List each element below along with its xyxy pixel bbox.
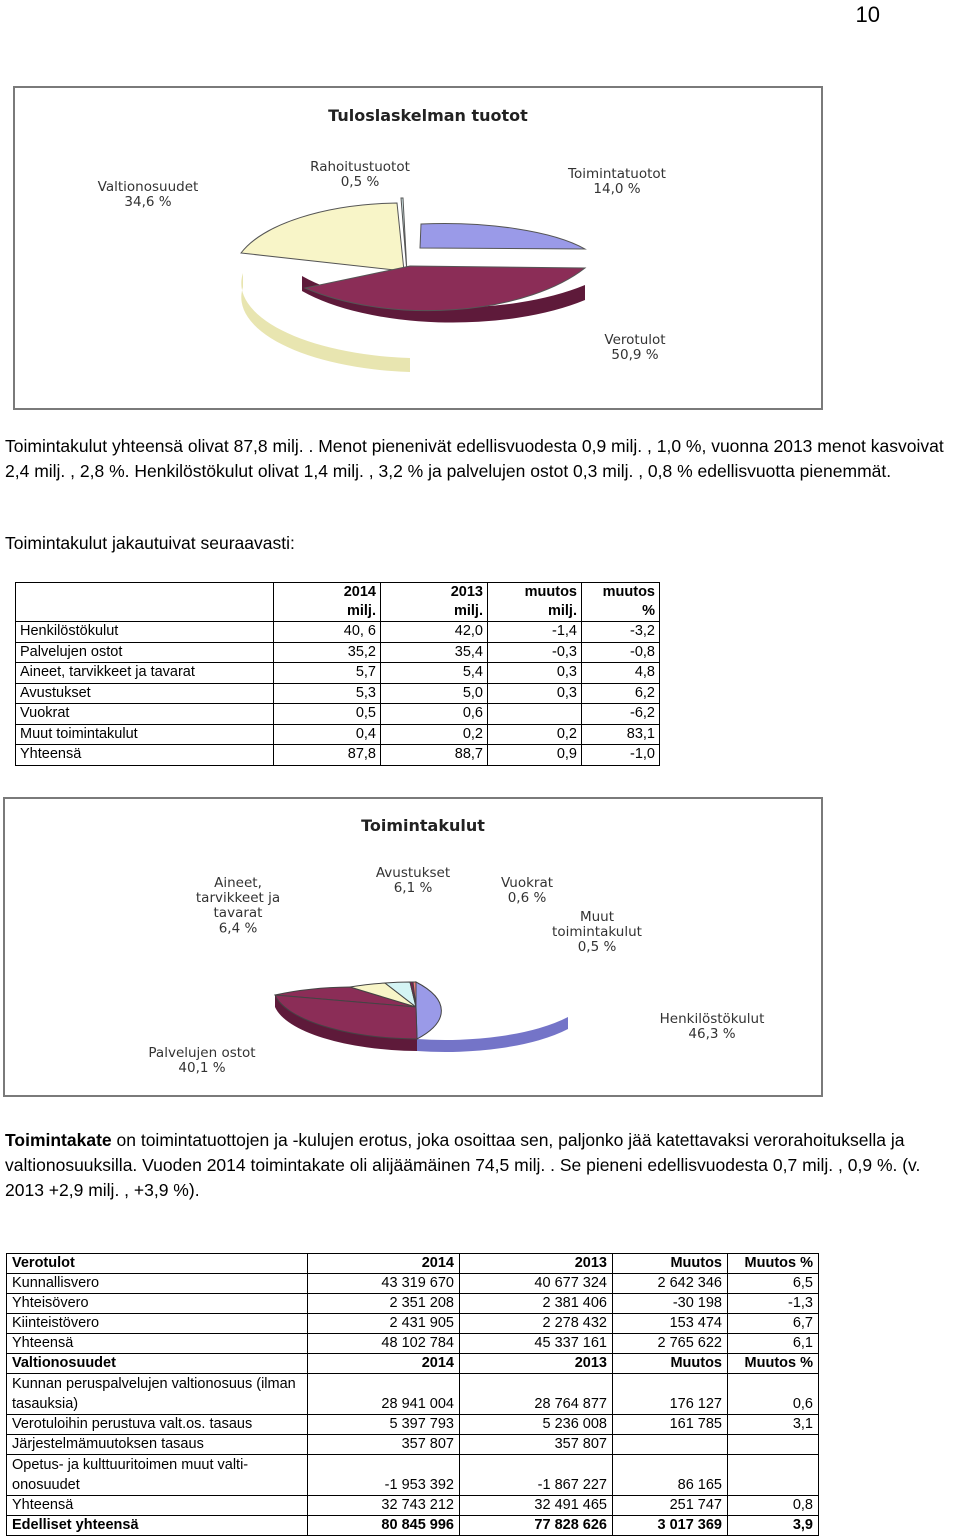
table-cell: 0,9 [488, 745, 582, 766]
page-number: 10 [855, 2, 880, 27]
table-cell: -0,8 [582, 642, 660, 663]
table-cell: -1,4 [488, 622, 582, 643]
table-cell: 0,6 [728, 1374, 819, 1415]
table-cell: 3,1 [728, 1415, 819, 1435]
table-cell: 42,0 [381, 622, 488, 643]
table-row [7, 1334, 819, 1354]
row-label: Palvelujen ostot [16, 642, 274, 663]
costs-label-palvelujen [148, 1045, 255, 1076]
income-slice-valtionosuudet [241, 203, 404, 271]
chart-label-line: 6,4 % [218, 920, 258, 937]
table-cell: 2013 [460, 1354, 613, 1374]
table-cell: 2 431 905 [308, 1314, 460, 1334]
costs-pie-chart [3, 797, 823, 1097]
table-cell [728, 1455, 819, 1496]
table-cell [488, 704, 582, 725]
table-cell: Muutos [613, 1354, 728, 1374]
table-cell: Muutos % [728, 1354, 819, 1374]
table-cell: 87,8 [274, 745, 381, 766]
row-label: Valtionosuudet [7, 1354, 308, 1374]
table-cell: 4,8 [582, 663, 660, 684]
table-row [16, 622, 660, 643]
table-cell: 45 337 161 [460, 1334, 613, 1354]
table-cell: 32 743 212 [308, 1496, 460, 1516]
table-cell: 32 491 465 [460, 1496, 613, 1516]
chart-label-line: 40,1 % [178, 1060, 226, 1077]
table-cell: 251 747 [613, 1496, 728, 1516]
chart-label-line: 14,0 % [593, 181, 641, 198]
table-cell: 6,7 [728, 1314, 819, 1334]
row-label: Kiinteistövero [7, 1314, 308, 1334]
row-label: Edelliset yhteensä [7, 1516, 308, 1536]
chart-label-line: Avustukset [375, 865, 451, 881]
table-cell: 83,1 [582, 724, 660, 745]
row-label: Yhteensä [16, 745, 274, 766]
table-cell: 0,5 [274, 704, 381, 725]
table-cell: 2 381 406 [460, 1294, 613, 1314]
table-cell: 5,4 [381, 663, 488, 684]
table-cell: 2013 [460, 1254, 613, 1274]
income-label-rahoitustuotot [310, 159, 410, 190]
row-label: Yhteensä [7, 1496, 308, 1516]
table-cell [728, 1435, 819, 1455]
table-cell: 0,2 [488, 724, 582, 745]
chart-label-line: toimintakulut [552, 924, 642, 941]
table-cell: 5 236 008 [460, 1415, 613, 1435]
row-label: Yhteisövero [7, 1294, 308, 1314]
row-label: Aineet, tarvikkeet ja tavarat [16, 663, 274, 684]
table-cell: 0,8 [728, 1496, 819, 1516]
table-cell: 0,3 [488, 663, 582, 684]
table-cell: 86 165 [613, 1455, 728, 1496]
table-cell: 35,4 [381, 642, 488, 663]
income-slice-toimintatuotot [420, 224, 585, 249]
table-cell: 80 845 996 [308, 1516, 460, 1536]
table-cell: 48 102 784 [308, 1334, 460, 1354]
table-cell: Muutos [613, 1254, 728, 1274]
income-pie-chart [13, 86, 823, 410]
income-label-verotulot [604, 332, 665, 363]
paragraph-operating-margin [5, 1128, 955, 1203]
costs-label-avustukset [376, 865, 450, 896]
chart-label-line: 0,6 % [507, 890, 547, 907]
table-cell: 40 677 324 [460, 1274, 613, 1294]
table-row [7, 1314, 819, 1334]
row-label: Kunnan peruspalvelujen valtionosuus (ilman tasauksia) [7, 1374, 308, 1415]
table-cell: 43 319 670 [308, 1274, 460, 1294]
table-cell: 5,7 [274, 663, 381, 684]
costs-label-muut [552, 909, 642, 955]
section-header-row [7, 1354, 819, 1374]
costs-slice-henkilosto [416, 982, 441, 1039]
table-cell: 357 807 [460, 1435, 613, 1455]
table-row [7, 1274, 819, 1294]
table-cell: 5 397 793 [308, 1415, 460, 1435]
income-label-toimintatuotot [567, 166, 666, 197]
row-label: Kunnallisvero [7, 1274, 308, 1294]
row-label: Muut toimintakulut [16, 724, 274, 745]
table-cell: 5,3 [274, 683, 381, 704]
row-label: Verotuloihin perustuva valt.os. tasaus [7, 1415, 308, 1435]
operating-costs-table [15, 582, 660, 766]
table-row [7, 1294, 819, 1314]
chart-label-line: Rahoitustuotot [310, 159, 410, 175]
chart-label-line: 6,1 % [393, 880, 433, 897]
table-cell: 0,2 [381, 724, 488, 745]
table-row [7, 1435, 819, 1455]
table-cell: 2014 [308, 1354, 460, 1374]
table-cell: 6,5 [728, 1274, 819, 1294]
chart-label-line: Verotulot [604, 332, 666, 348]
chart-label-line: Muut [579, 909, 615, 925]
row-label: Avustukset [16, 683, 274, 704]
chart-label-line: 0,5 % [340, 174, 380, 191]
table-cell: 2 351 208 [308, 1294, 460, 1314]
chart-label-line: Vuokrat [500, 875, 554, 891]
chart-label-line: Aineet, [214, 875, 262, 891]
paragraph-cost-breakdown-intro: Toimintakulut jakautuivat seuraavasti: [5, 533, 295, 553]
chart-label-line: tarvikkeet ja [195, 890, 281, 907]
table-cell: 40, 6 [274, 622, 381, 643]
table-cell: 28 764 877 [460, 1374, 613, 1415]
table-cell: 0,4 [274, 724, 381, 745]
row-label: Järjestelmämuutoksen tasaus [7, 1435, 308, 1455]
table-cell: 2014 [308, 1254, 460, 1274]
table-cell: 2 278 432 [460, 1314, 613, 1334]
chart-label-line: 50,9 % [611, 347, 659, 364]
table-row [16, 745, 660, 766]
costs-slice-henkilosto-side [417, 1017, 568, 1052]
table-row [16, 704, 660, 725]
chart-label-line: 34,6 % [124, 194, 172, 211]
table-cell [613, 1435, 728, 1455]
chart-label-line: Valtionosuudet [97, 179, 199, 195]
table-cell: 176 127 [613, 1374, 728, 1415]
table-cell: Muutos % [728, 1254, 819, 1274]
row-label: Yhteensä [7, 1334, 308, 1354]
chart-label-line: 46,3 % [688, 1026, 736, 1043]
table-row [16, 663, 660, 684]
table-row [7, 1496, 819, 1516]
paragraph-operating-costs: Toimintakulut yhteensä olivat 87,8 milj. . Menot pienenivät edellisvuodesta 0,9 milj. , 1,0 %, vuonna 2013 menot kasvoivat 2,4 milj. , 2,8 %. Henkilöstökulut olivat 1,4 milj. , 3,2 % ja palvelujen ostot 0,3 milj. , 0,8 % edellisvuotta pienemmät. [5, 436, 944, 481]
table-cell: 3 017 369 [613, 1516, 728, 1536]
table-row [16, 683, 660, 704]
row-label: Henkilöstökulut [16, 622, 274, 643]
chart-label-line: Henkilöstökulut [659, 1011, 765, 1027]
column-header: muutos % [582, 583, 660, 622]
section-header-row [7, 1254, 819, 1274]
column-header: 2014 milj. [274, 583, 381, 622]
operating-margin-text: on toimintatuottojen ja -kulujen erotus, joka osoittaa sen, paljonko jää katettavaksi verorahoituksella ja valtionosuuksilla. Vuoden 2014 toimintakate oli alijäämäinen 74,5 milj. . Se pieneni edellisvuodesta 0,7 milj. , 0,9 %. (v. 2013 +2,9 milj. , +3,9 %). [5, 1130, 921, 1200]
table-cell: -30 198 [613, 1294, 728, 1314]
table-row [16, 642, 660, 663]
table-row [7, 1374, 819, 1415]
table-cell: -6,2 [582, 704, 660, 725]
costs-label-vuokrat [501, 875, 553, 906]
table-cell: 357 807 [308, 1435, 460, 1455]
chart-label-line: Palvelujen ostot [148, 1045, 256, 1061]
table-cell: 77 828 626 [460, 1516, 613, 1536]
column-header: muutos milj. [488, 583, 582, 622]
table-cell: 0,6 [381, 704, 488, 725]
tax-and-state-aid-table [6, 1253, 819, 1536]
chart-label-line: 0,5 % [577, 939, 617, 956]
table-cell: 6,1 [728, 1334, 819, 1354]
table-cell: -1,3 [728, 1294, 819, 1314]
table-cell: 28 941 004 [308, 1374, 460, 1415]
table-cell: 153 474 [613, 1314, 728, 1334]
costs-chart-title: Toimintakulut [361, 816, 485, 835]
table-cell: 2 765 622 [613, 1334, 728, 1354]
table-cell: -1 867 227 [460, 1455, 613, 1496]
table-cell: 6,2 [582, 683, 660, 704]
income-chart-title: Tuloslaskelman tuotot [328, 106, 528, 125]
table-row [7, 1455, 819, 1496]
row-label: Opetus- ja kulttuuritoimen muut valti-onosuudet [7, 1455, 308, 1496]
row-label: Vuokrat [16, 704, 274, 725]
table-cell: -3,2 [582, 622, 660, 643]
chart-label-line: tavarat [213, 905, 263, 922]
table-cell: 3,9 [728, 1516, 819, 1536]
table-cell: 0,3 [488, 683, 582, 704]
row-label: Verotulot [7, 1254, 308, 1274]
costs-label-henkilosto [660, 1011, 765, 1042]
table-cell: 2 642 346 [613, 1274, 728, 1294]
table-cell: 35,2 [274, 642, 381, 663]
costs-label-aineet [196, 875, 280, 936]
column-header [16, 583, 274, 622]
table-cell: -1 953 392 [308, 1455, 460, 1496]
column-header: 2013 milj. [381, 583, 488, 622]
table-row [16, 724, 660, 745]
income-label-valtionosuudet [98, 179, 199, 210]
table-cell: 88,7 [381, 745, 488, 766]
table-cell: 5,0 [381, 683, 488, 704]
operating-margin-term: Toimintakate [5, 1130, 112, 1150]
chart-label-line: Toimintatuotot [568, 166, 666, 182]
table-header-row [16, 583, 660, 622]
table-cell: -1,0 [582, 745, 660, 766]
grand-total-row [7, 1516, 819, 1536]
table-cell: -0,3 [488, 642, 582, 663]
table-cell: 161 785 [613, 1415, 728, 1435]
table-row [7, 1415, 819, 1435]
